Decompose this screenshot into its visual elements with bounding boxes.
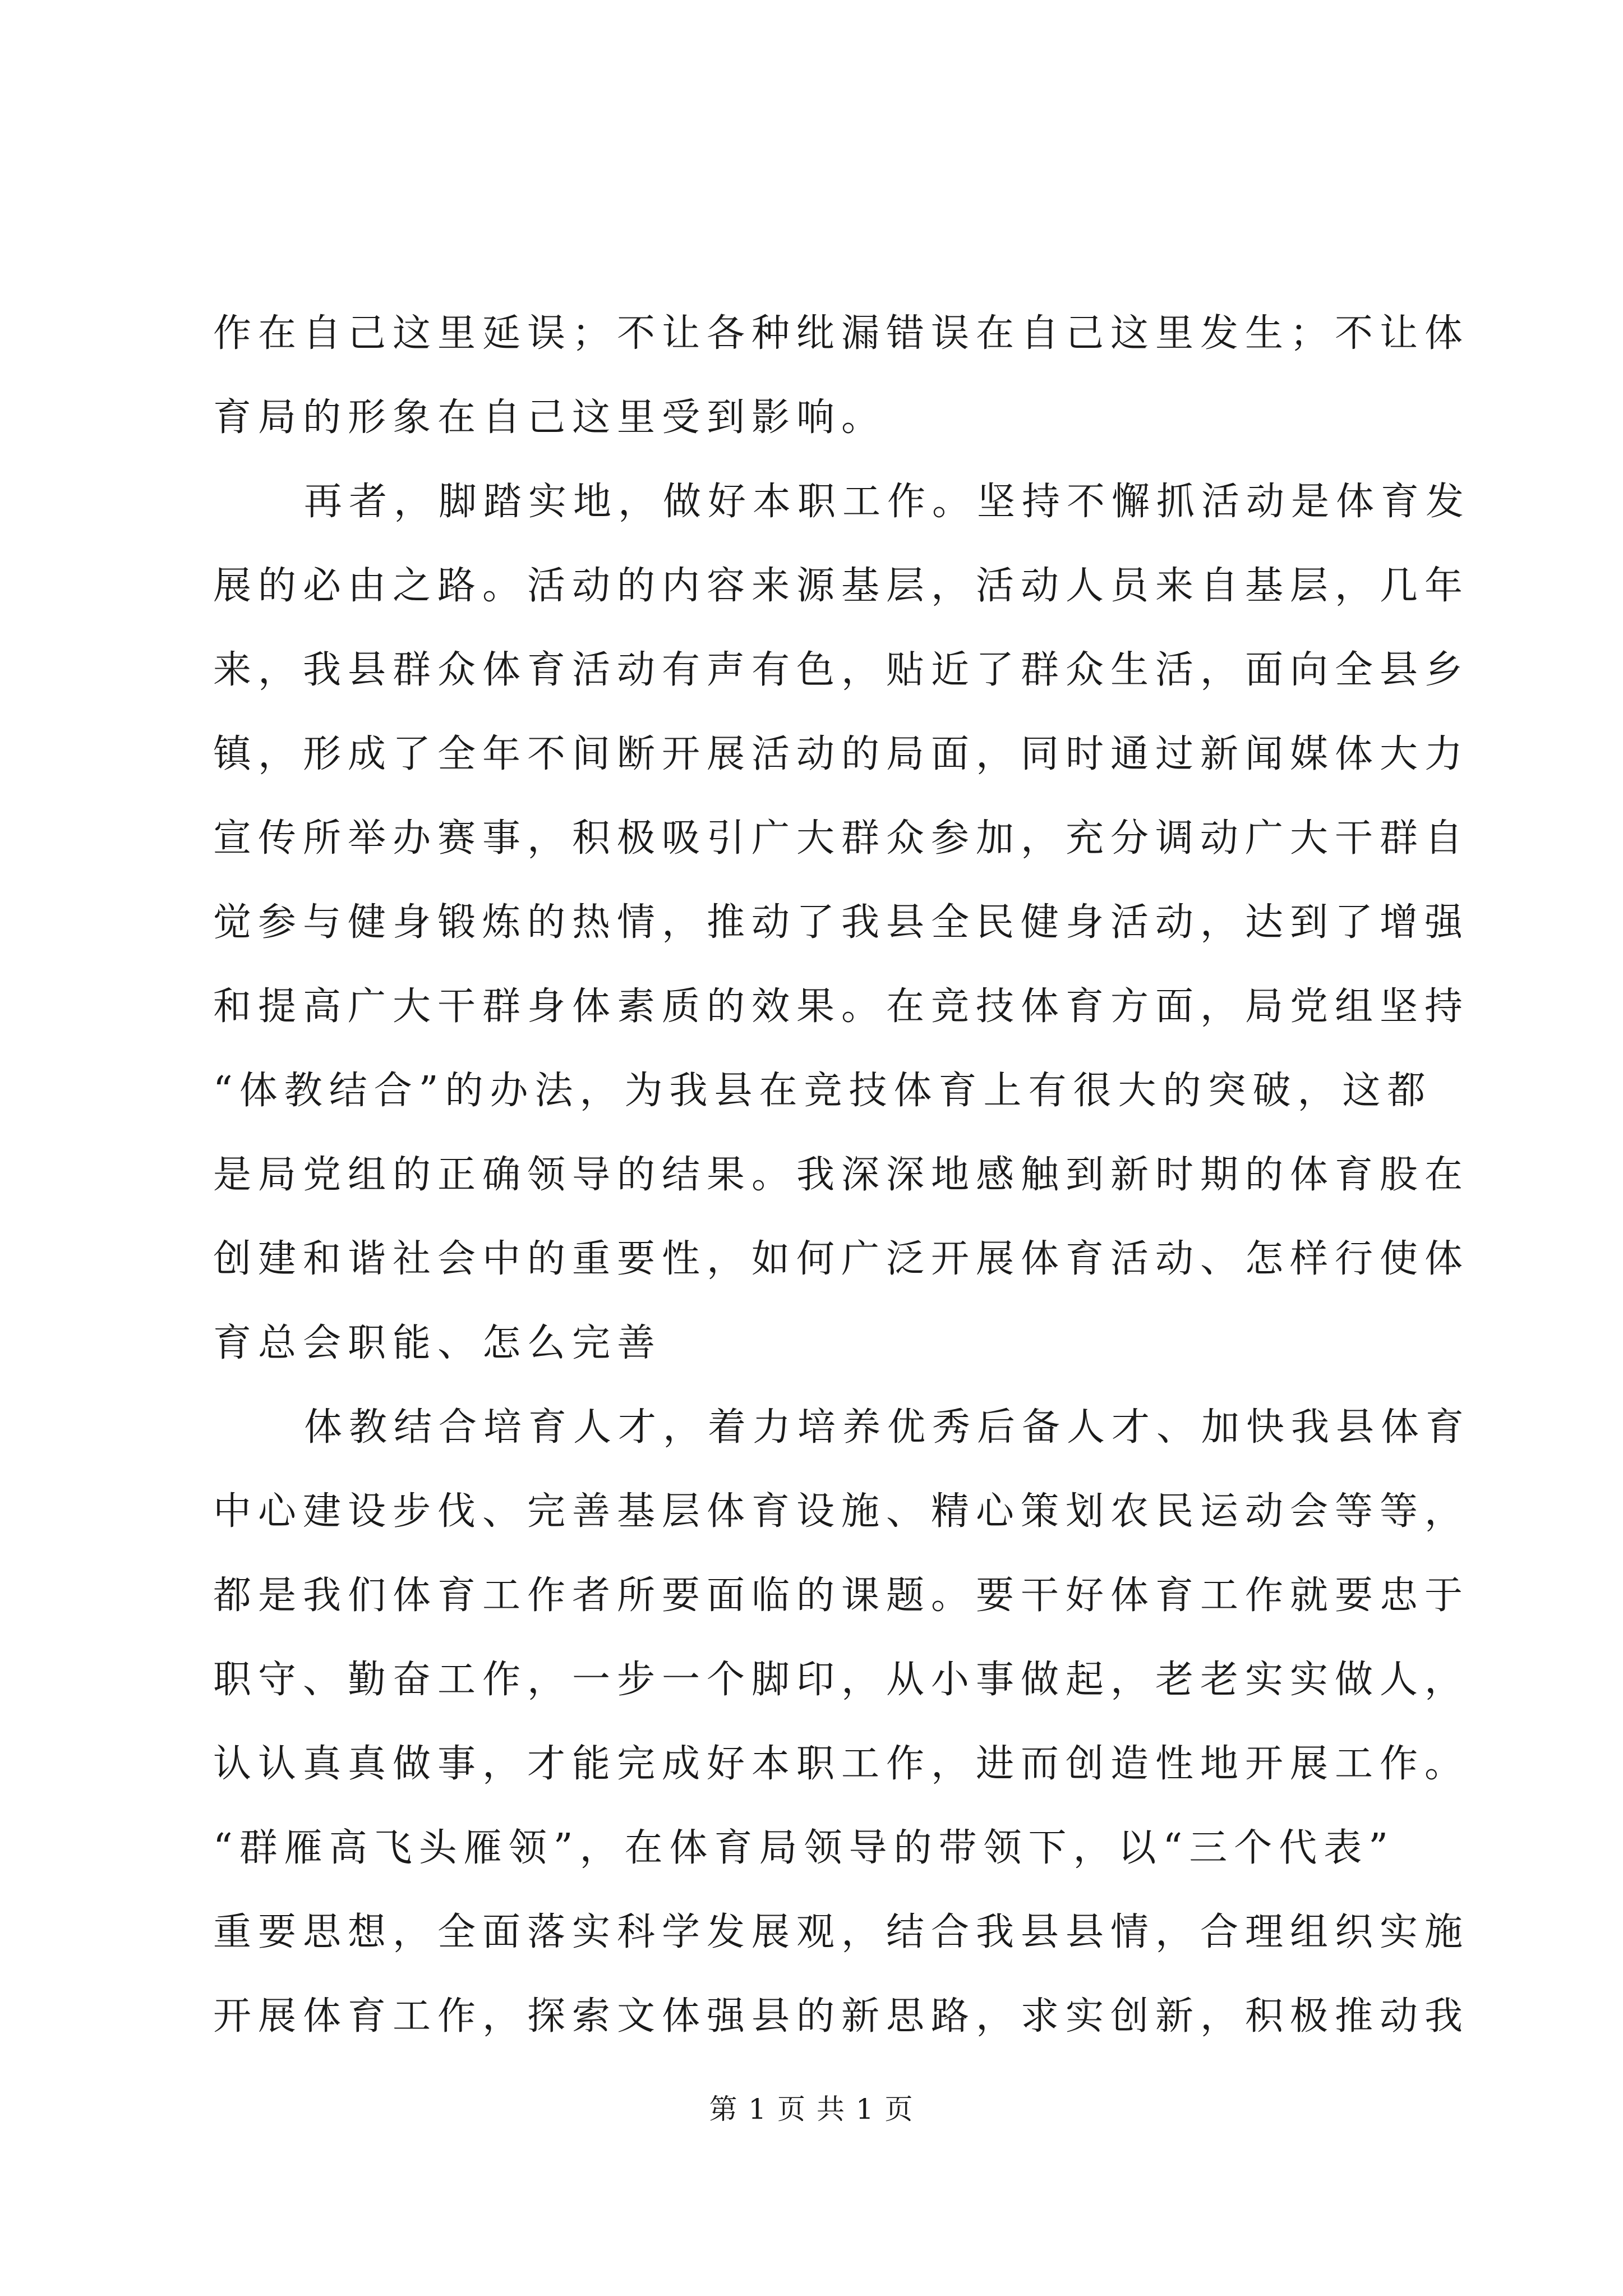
text-line: 职守、勤奋工作，一步一个脚印，从小事做起，老老实实做人， (213, 1658, 1470, 1702)
text-line: 是局党组的正确领导的结果。我深深地感触到新时期的体育股在 (213, 1153, 1470, 1197)
text-line: 重要思想，全面落实科学发展观，结合我县县情，合理组织实施 (213, 1910, 1470, 1954)
text-line: “群雁高飞头雁领”，在体育局领导的带领下，以“三个代表” (213, 1826, 1395, 1870)
text-line: 育总会职能、怎么完善 (213, 1321, 662, 1365)
text-line: 镇，形成了全年不间断开展活动的局面，同时通过新闻媒体大力 (213, 732, 1470, 776)
text-line: 作在自己这里延误；不让各种纰漏错误在自己这里发生；不让体 (213, 311, 1470, 356)
text-line: 育局的形象在自己这里受到影响。 (213, 395, 887, 440)
text-line: 宣传所举办赛事，积极吸引广大群众参加，充分调动广大干群自 (213, 816, 1470, 861)
text-line: 中心建设步伐、完善基层体育设施、精心策划农民运动会等等， (213, 1489, 1470, 1534)
text-line: 来，我县群众体育活动有声有色，贴近了群众生活，面向全县乡 (213, 648, 1470, 692)
paragraph-start-line: 再者，脚踏实地，做好本职工作。坚持不懈抓活动是体育发 (304, 480, 1471, 524)
text-line: 和提高广大干群身体素质的效果。在竞技体育方面，局党组坚持 (213, 984, 1470, 1029)
text-line: 认认真真做事，才能完成好本职工作，进而创造性地开展工作。 (213, 1742, 1470, 1786)
page-number-label: 第 1 页 共 1 页 (709, 2093, 914, 2125)
page-footer (0, 2087, 1623, 2132)
text-line: 都是我们体育工作者所要面临的课题。要干好体育工作就要忠于 (213, 1573, 1470, 1618)
document-body (213, 292, 1471, 2059)
text-line: 创建和谐社会中的重要性，如何广泛开展体育活动、怎样行使体 (213, 1237, 1470, 1281)
text-line: 觉参与健身锻炼的热情，推动了我县全民健身活动，达到了增强 (213, 900, 1470, 945)
paragraph-start-line: 体教结合培育人才，着力培养优秀后备人才、加快我县体育 (304, 1405, 1471, 1450)
text-line: “体教结合”的办法，为我县在竞技体育上有很大的突破，这都 (213, 1069, 1432, 1113)
text-line: 展的必由之路。活动的内容来源基层，活动人员来自基层，几年 (213, 564, 1470, 608)
text-line: 开展体育工作，探索文体强县的新思路，求实创新，积极推动我 (213, 1994, 1470, 2039)
